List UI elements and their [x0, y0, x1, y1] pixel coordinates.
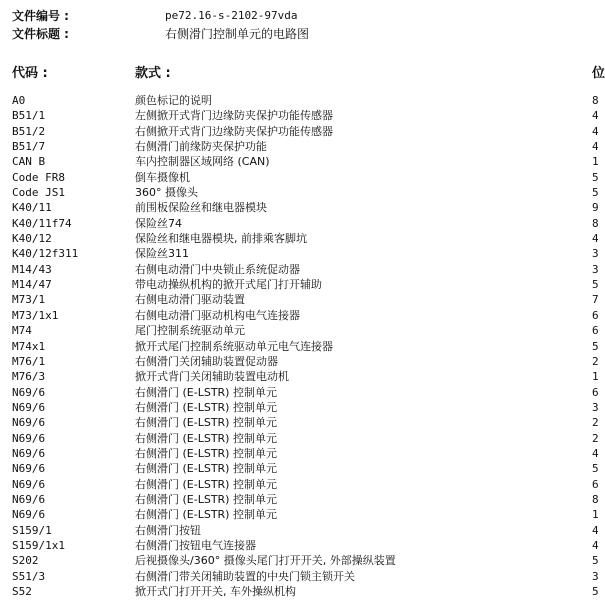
component-code: N69/6 — [12, 385, 46, 399]
component-code: N69/6 — [12, 477, 46, 491]
list-item — [0, 185, 601, 200]
component-code: CAN B — [12, 155, 46, 169]
component-position: 6 — [592, 385, 599, 399]
component-description: 掀开式背门关闭辅助装置电动机 — [135, 370, 289, 384]
component-description: 右侧滑门 (E-LSTR) 控制单元 — [135, 431, 277, 445]
list-item — [0, 553, 601, 568]
component-description: 车内控制器区域网络 (CAN) — [135, 155, 270, 169]
component-code: Code JS1 — [12, 186, 65, 200]
component-code: N69/6 — [12, 508, 46, 522]
list-item — [0, 446, 601, 461]
list-item — [0, 139, 601, 154]
list-item — [0, 216, 601, 231]
component-code: M74x1 — [12, 339, 46, 353]
component-description: 带电动操纵机构的掀开式尾门打开辅助 — [135, 278, 322, 292]
component-code: S159/1x1 — [12, 538, 65, 552]
component-description: 保险丝311 — [135, 247, 189, 261]
component-code: M73/1 — [12, 293, 46, 307]
component-code: N69/6 — [12, 462, 46, 476]
component-description: 360° 摄像头 — [135, 186, 198, 200]
component-description: 右侧滑门按钮 — [135, 523, 201, 537]
component-code: M76/1 — [12, 354, 46, 368]
component-description: 右侧滑门 (E-LSTR) 控制单元 — [135, 462, 277, 476]
component-position: 3 — [592, 262, 599, 276]
component-position: 5 — [592, 278, 599, 292]
component-code: M14/43 — [12, 262, 52, 276]
component-description: 保险丝和继电器模块, 前排乘客脚坑 — [135, 232, 307, 246]
component-position: 9 — [592, 201, 599, 215]
component-code: B51/7 — [12, 140, 46, 154]
component-position: 4 — [592, 538, 599, 552]
component-position: 4 — [592, 232, 599, 246]
component-description: 前围板保险丝和继电器模块 — [135, 201, 267, 215]
component-position: 8 — [592, 216, 599, 230]
list-item — [0, 385, 601, 400]
list-item — [0, 170, 601, 185]
component-description: 右侧掀开式背门边缘防夹保护功能传感器 — [135, 124, 333, 138]
list-item — [0, 507, 601, 522]
list-item — [0, 400, 601, 415]
list-item — [0, 262, 601, 277]
list-item — [0, 492, 601, 507]
component-position: 6 — [592, 477, 599, 491]
list-item — [0, 369, 601, 384]
list-item — [0, 569, 601, 584]
list-item — [0, 461, 601, 476]
list-item — [0, 308, 601, 323]
component-description: 右侧滑门 (E-LSTR) 控制单元 — [135, 416, 277, 430]
component-position: 8 — [592, 492, 599, 506]
list-item — [0, 200, 601, 215]
component-description: 右侧滑门 (E-LSTR) 控制单元 — [135, 400, 277, 414]
component-position: 4 — [592, 124, 599, 138]
component-code: S52 — [12, 585, 32, 598]
component-code: K40/11f74 — [12, 216, 72, 230]
component-description: 后视摄像头/360° 摄像头尾门打开开关, 外部操纵装置 — [135, 554, 396, 568]
component-code: S159/1 — [12, 523, 52, 537]
component-code: M73/1x1 — [12, 308, 59, 322]
component-position: 5 — [592, 170, 599, 184]
component-position: 4 — [592, 109, 599, 123]
component-description: 右侧电动滑门驱动装置 — [135, 293, 245, 307]
list-item — [0, 339, 601, 354]
component-position: 5 — [592, 554, 599, 568]
component-description: 右侧电动滑门中央锁止系统促动器 — [135, 262, 300, 276]
list-item — [0, 246, 601, 261]
component-description: 右侧滑门 (E-LSTR) 控制单元 — [135, 385, 277, 399]
component-description: 保险丝74 — [135, 216, 182, 230]
component-code: Code FR8 — [12, 170, 65, 184]
component-list — [0, 93, 601, 599]
component-code: M76/3 — [12, 370, 46, 384]
list-item — [0, 354, 601, 369]
file-title-label: 文件标题 : — [12, 27, 69, 41]
list-item — [0, 231, 601, 246]
list-item — [0, 124, 601, 139]
component-code: M74 — [12, 324, 32, 338]
component-code: S51/3 — [12, 569, 46, 583]
component-code: B51/2 — [12, 124, 46, 138]
component-position: 3 — [592, 247, 599, 261]
component-description: 右侧滑门 (E-LSTR) 控制单元 — [135, 477, 277, 491]
component-position: 2 — [592, 416, 599, 430]
component-position: 6 — [592, 308, 599, 322]
list-item — [0, 477, 601, 492]
list-item — [0, 415, 601, 430]
component-position: 4 — [592, 523, 599, 537]
component-description: 右侧滑门前缘防夹保护功能 — [135, 140, 267, 154]
component-position: 2 — [592, 354, 599, 368]
component-code: A0 — [12, 94, 26, 107]
component-description: 右侧滑门 (E-LSTR) 控制单元 — [135, 508, 277, 522]
component-code: K40/12f311 — [12, 247, 79, 261]
component-description: 掀开式门打开开关, 车外操纵机构 — [135, 585, 296, 598]
component-description: 左侧掀开式背门边缘防夹保护功能传感器 — [135, 109, 333, 123]
component-code: N69/6 — [12, 431, 46, 445]
component-description: 右侧滑门关闭辅助装置促动器 — [135, 354, 278, 368]
component-description: 颜色标记的说明 — [135, 94, 212, 107]
component-position: 8 — [592, 94, 599, 107]
list-item — [0, 323, 601, 338]
list-item — [0, 277, 601, 292]
component-position: 5 — [592, 462, 599, 476]
component-position: 4 — [592, 446, 599, 460]
file-number-value: pe72.16-s-2102-97vda — [165, 9, 298, 22]
component-position: 1 — [592, 508, 599, 522]
list-item — [0, 523, 601, 538]
file-number-label: 文件编号 : — [12, 9, 69, 23]
column-header-style: 款式 : — [135, 66, 171, 81]
component-code: M14/47 — [12, 278, 52, 292]
component-description: 右侧滑门 (E-LSTR) 控制单元 — [135, 446, 277, 460]
component-position: 5 — [592, 186, 599, 200]
component-position: 4 — [592, 140, 599, 154]
component-code: N69/6 — [12, 492, 46, 506]
component-position: 3 — [592, 400, 599, 414]
component-position: 2 — [592, 431, 599, 445]
component-code: N69/6 — [12, 400, 46, 414]
component-code: S202 — [12, 554, 39, 568]
component-position: 5 — [592, 585, 599, 598]
component-position: 1 — [592, 370, 599, 384]
component-code: K40/11 — [12, 201, 52, 215]
list-item — [0, 93, 601, 108]
component-position: 3 — [592, 569, 599, 583]
component-position: 1 — [592, 155, 599, 169]
column-header-position: 位 — [592, 66, 605, 81]
component-position: 5 — [592, 339, 599, 353]
component-description: 尾门控制系统驱动单元 — [135, 324, 245, 338]
component-position: 6 — [592, 324, 599, 338]
list-item — [0, 431, 601, 446]
component-description: 右侧滑门带关闭辅助装置的中央门锁主锁开关 — [135, 569, 355, 583]
component-description: 倒车摄像机 — [135, 170, 190, 184]
component-description: 右侧滑门按钮电气连接器 — [135, 538, 256, 552]
file-title-value: 右侧滑门控制单元的电路图 — [165, 27, 310, 41]
column-header-code: 代码 : — [12, 66, 48, 81]
list-item — [0, 108, 601, 123]
component-code: N69/6 — [12, 446, 46, 460]
list-item — [0, 538, 601, 553]
component-description: 掀开式尾门控制系统驱动单元电气连接器 — [135, 339, 333, 353]
list-item — [0, 584, 601, 599]
component-code: B51/1 — [12, 109, 46, 123]
component-code: K40/12 — [12, 232, 52, 246]
list-item — [0, 292, 601, 307]
component-description: 右侧电动滑门驱动机构电气连接器 — [135, 308, 300, 322]
component-description: 右侧滑门 (E-LSTR) 控制单元 — [135, 492, 277, 506]
list-item — [0, 154, 601, 169]
component-code: N69/6 — [12, 416, 46, 430]
component-position: 7 — [592, 293, 599, 307]
